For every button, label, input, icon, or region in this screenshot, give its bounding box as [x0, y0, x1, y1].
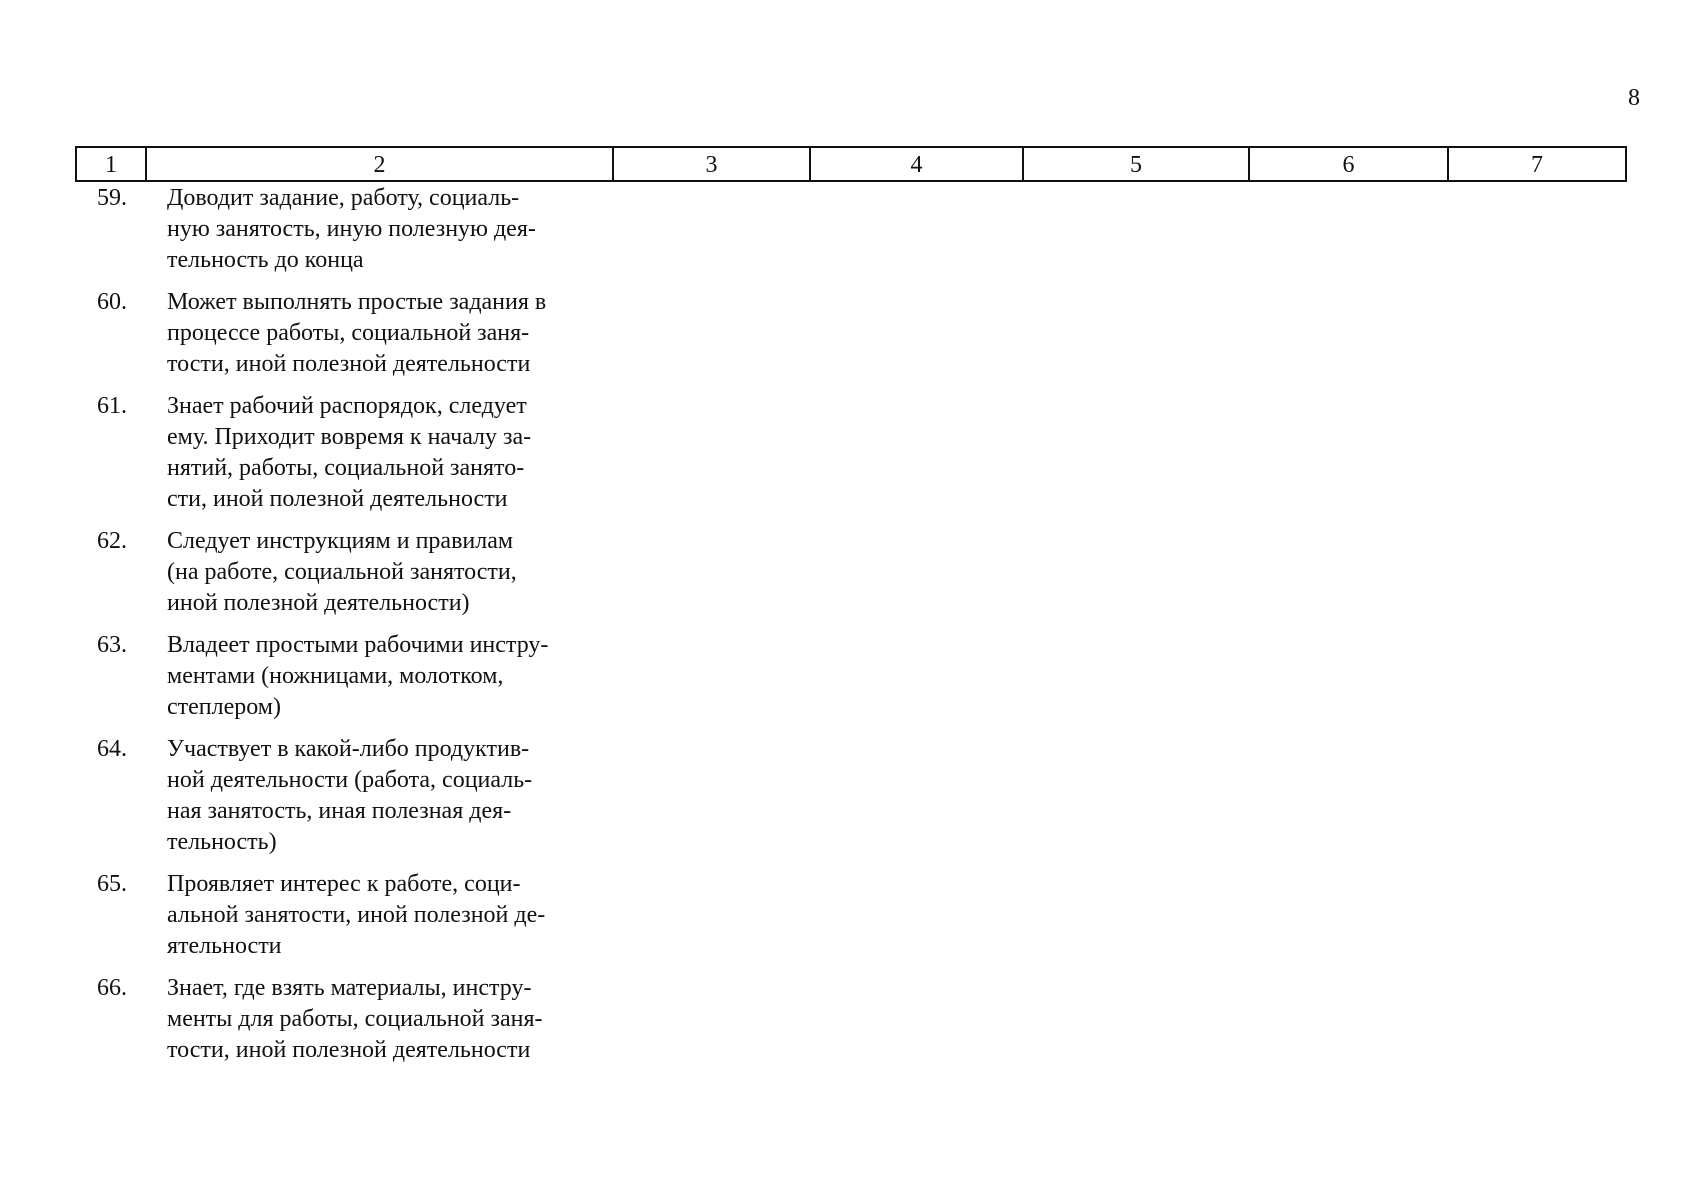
row-number: 61.	[97, 393, 127, 419]
row-text: Проявляет интерес к работе, соци- альной занятости, иной полезной де- ятельности	[167, 871, 546, 959]
table-row	[75, 869, 605, 962]
row-text: Следует инструкциям и правилам (на работе, социальной занятости, иной полезной деятельности)	[167, 528, 517, 616]
row-number: 63.	[97, 632, 127, 658]
row-number: 59.	[97, 185, 127, 211]
header-col-6: 6	[1250, 148, 1449, 180]
row-text: Доводит задание, работу, социаль- ную занятость, иную полезную дея- тельность до конца	[167, 185, 536, 273]
table-row	[75, 973, 605, 1066]
row-number: 66.	[97, 975, 127, 1001]
header-col-5: 5	[1024, 148, 1250, 180]
header-col-3: 3	[614, 148, 811, 180]
table-row	[75, 526, 605, 619]
row-number: 60.	[97, 289, 127, 315]
row-text: Знает рабочий распорядок, следует ему. Приходит вовремя к началу за- нятий, работы, социальной занято- сти, иной полезной деятельности	[167, 393, 532, 512]
table-row	[75, 391, 605, 515]
row-number: 64.	[97, 736, 127, 762]
page-number: 8	[1628, 85, 1640, 111]
header-col-7: 7	[1531, 152, 1543, 178]
row-number: 62.	[97, 528, 127, 554]
table-row	[75, 287, 605, 380]
header-col-2: 2	[147, 148, 614, 180]
table-row	[75, 734, 605, 858]
table-header	[75, 146, 1627, 182]
table-row	[75, 183, 605, 276]
header-col-4: 4	[811, 148, 1024, 180]
row-number: 65.	[97, 871, 127, 897]
row-text: Может выполнять простые задания в процессе работы, социальной заня- тости, иной полезной деятельности	[167, 289, 547, 377]
header-col-1: 1	[77, 148, 147, 180]
row-text: Участвует в какой-либо продуктив- ной деятельности (работа, социаль- ная занятость, иная полезная дея- тельность)	[167, 736, 533, 855]
table-body	[75, 183, 605, 1077]
table-row	[75, 630, 605, 723]
row-text: Знает, где взять материалы, инстру- менты для работы, социальной заня- тости, иной полезной деятельности	[167, 975, 543, 1063]
row-text: Владеет простыми рабочими инстру- ментами (ножницами, молотком, степлером)	[167, 632, 549, 720]
